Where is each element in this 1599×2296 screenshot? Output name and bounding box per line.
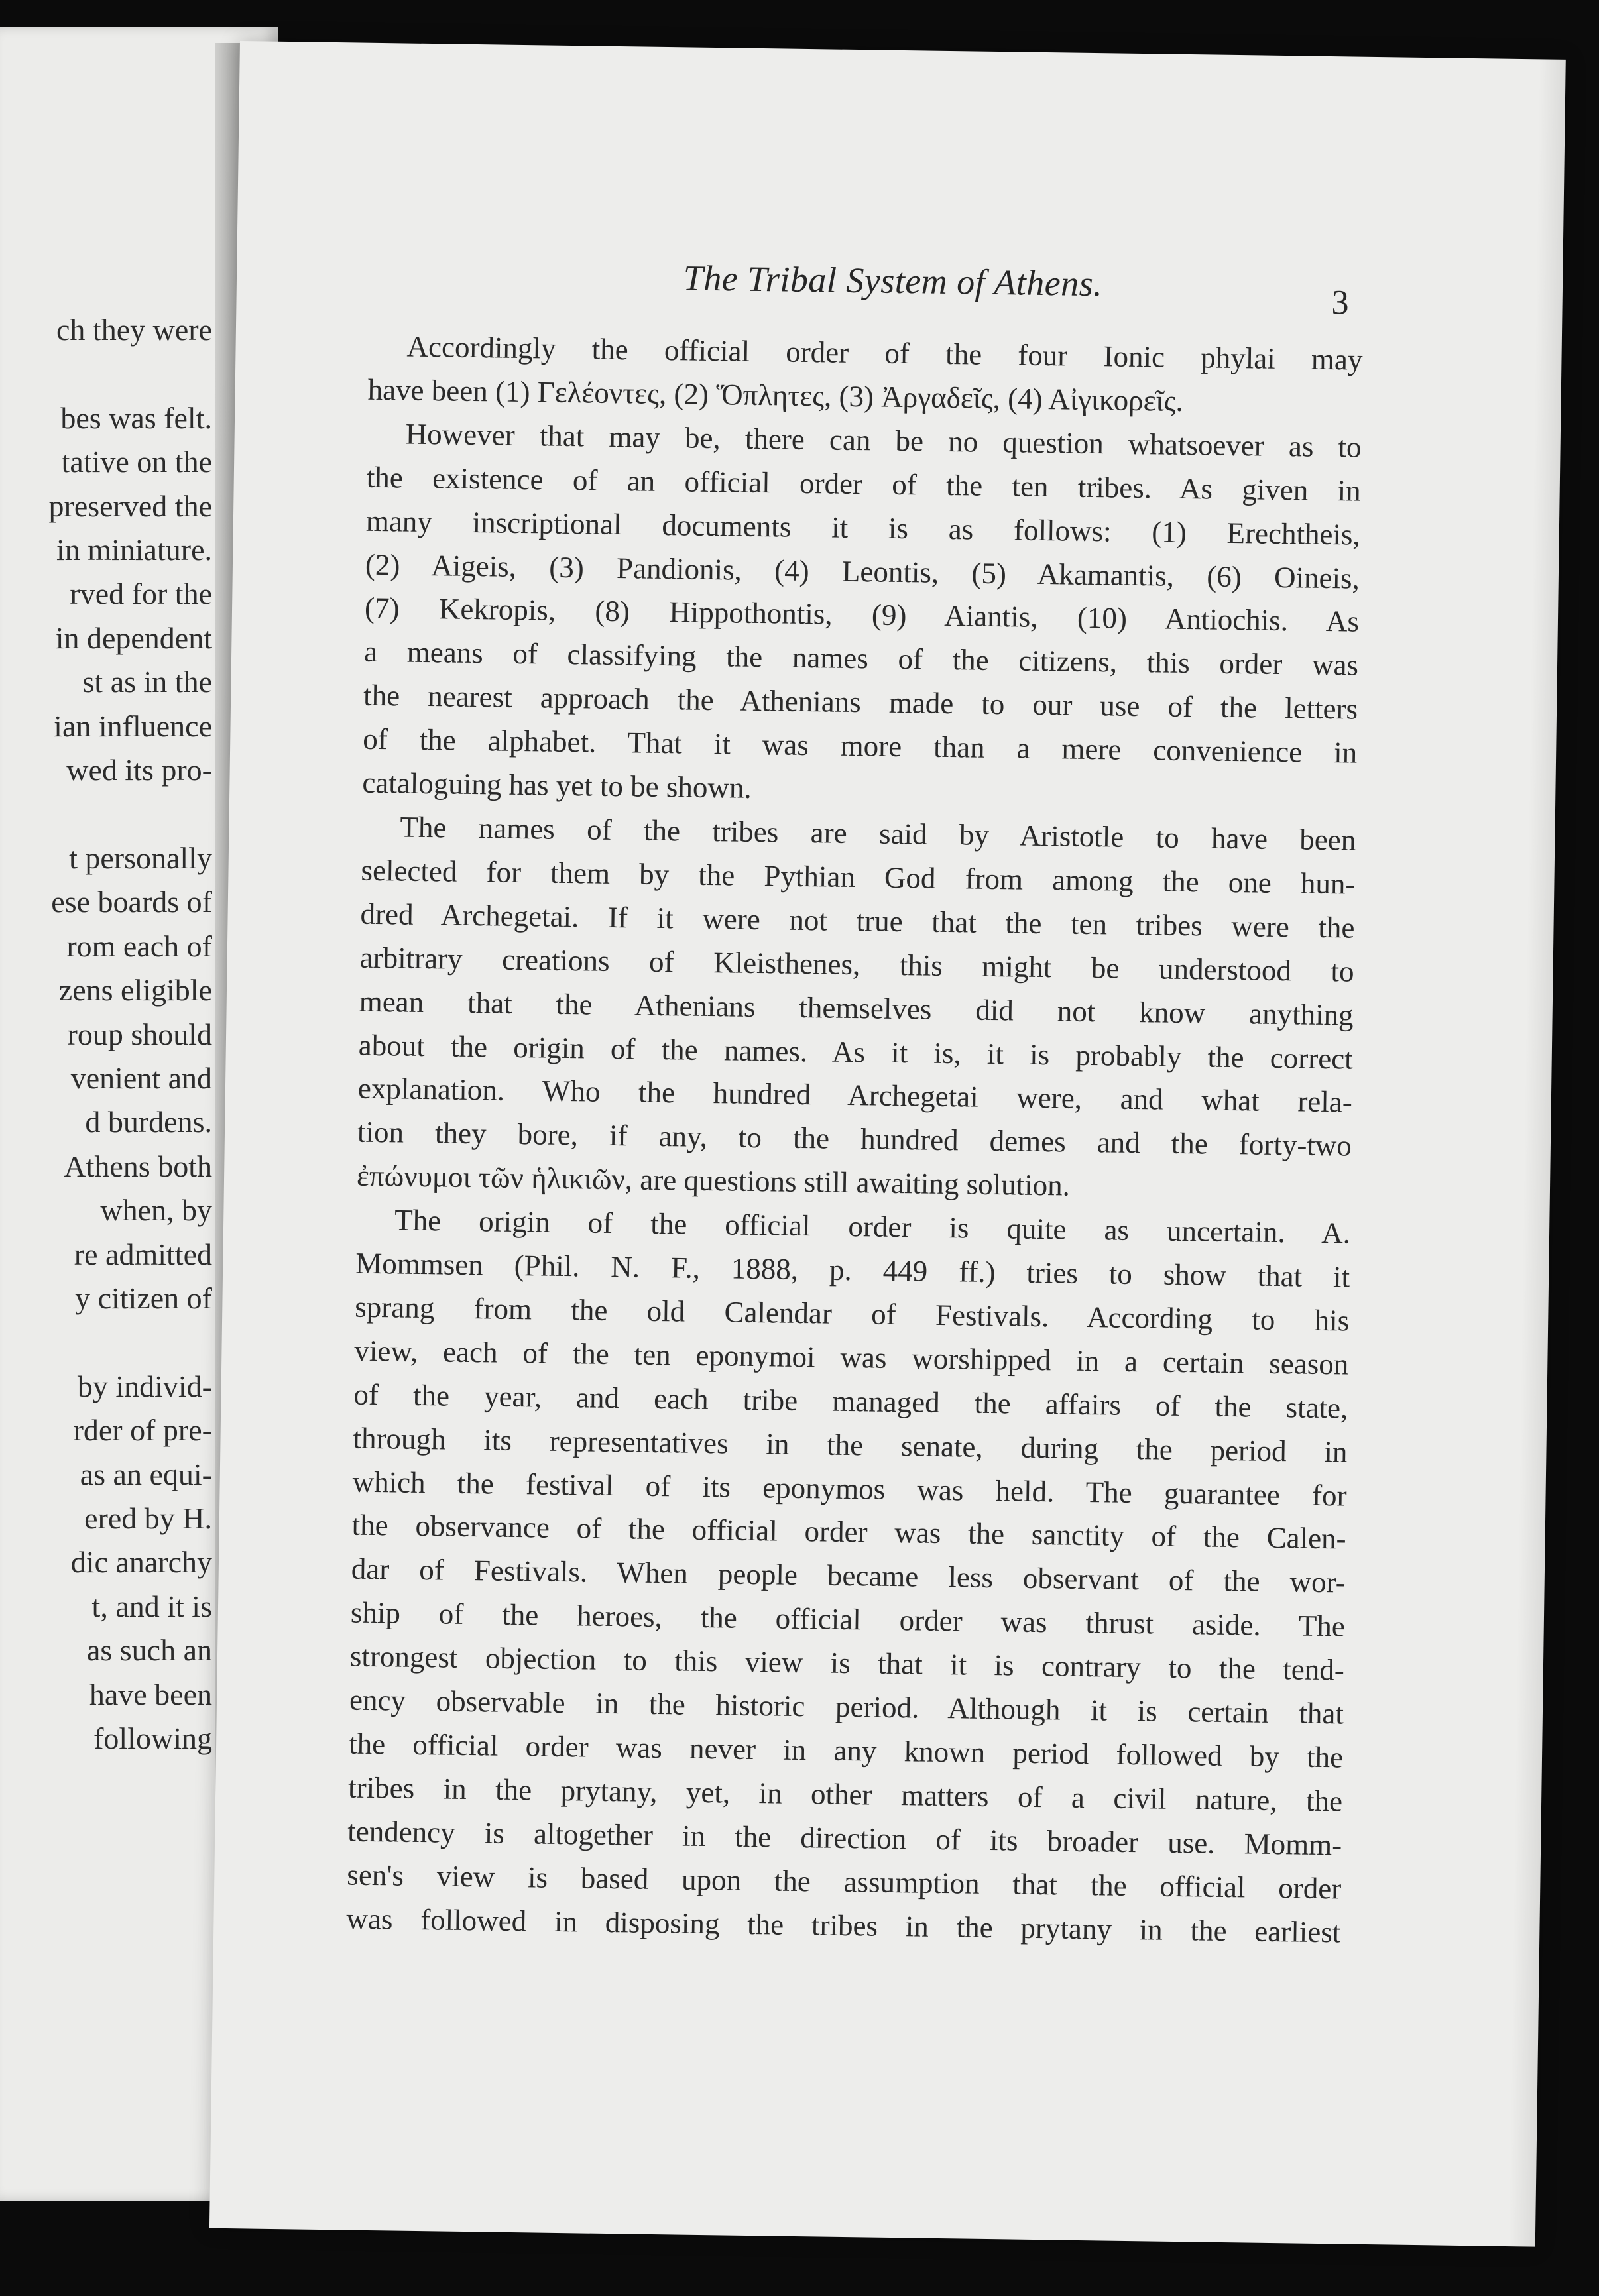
text-line: ship of the heroes, the official order was thrust aside. The [350,1595,1346,1643]
text-line: the existence of an official order of the ten tribes. As given in [366,460,1362,508]
text-line: tion they bore, if any, to the hundred demes and the forty-two [357,1115,1352,1163]
text-line: selected for them by the Pythian God from among the one hun- [361,853,1356,901]
left-page-line [0,352,212,396]
left-page-line: ch they were [56,313,212,347]
text-line: tribes in the prytany, yet, in other matters of a civil nature, the [347,1770,1343,1818]
left-page-line: ian influence [54,709,212,743]
left-page-line: ered by H. [84,1501,212,1535]
text-line: The origin of the official order is quite as uncertain. A. [394,1203,1351,1250]
text-line: of the year, and each tribe managed the affairs of the state, [353,1377,1348,1425]
left-page-line: following [93,1721,212,1755]
left-page-line [0,792,212,836]
page-number: 3 [1331,284,1350,322]
left-page-line: st as in the [82,665,212,699]
text-line: which the festival of its eponymos was held. The guarantee for [352,1465,1347,1513]
left-page-line: in dependent [55,620,212,655]
text-line: explanation. Who the hundred Archegetai were, and what rela- [357,1072,1353,1119]
left-page-line: tative on the [61,445,212,479]
left-page-line: venient and [70,1061,212,1095]
text-line: ency observable in the historic period. Although it is certain that [349,1683,1344,1731]
text-line: a means of classifying the names of the citizens, this order was [363,635,1359,682]
left-page-line: as such an [86,1633,212,1668]
left-page-line: have been [89,1677,212,1711]
right-page [209,41,1566,2247]
text-line: many inscriptional documents it is as follows: (1) Erechtheis, [365,504,1361,551]
text-line: cataloguing has yet to be shown. [362,766,752,805]
left-page-line: d burdens. [85,1105,212,1139]
left-page-line: t, and it is [91,1589,212,1623]
text-line: Accordingly the official order of the four Ionic phylai may [406,329,1363,376]
left-page-line: y citizen of [75,1281,212,1315]
left-page-line: as an equi- [80,1457,212,1491]
left-page-line: t personally [69,840,212,875]
text-line: the official order was never in any known period followed by the [348,1727,1344,1774]
text-line: strongest objection to this view is that it is contrary to the tend- [349,1639,1345,1687]
left-page-line: by individ- [77,1369,212,1403]
text-line: the observance of the official order was the sanctity of the Calen- [351,1509,1346,1556]
body-text [346,325,1363,1955]
running-head: The Tribal System of Athens. [683,258,1103,304]
left-page-line: rder of pre- [73,1413,212,1448]
left-page-line [0,1320,212,1364]
text-line: of the alphabet. That it was more than a mere convenience in [362,722,1358,770]
left-page-line: zens eligible [58,973,212,1007]
text-line: through its representatives in the senate, during the period in [353,1421,1348,1469]
left-page-line: ese boards of [51,885,212,919]
left-page-line: wed its pro- [66,753,212,787]
left-page-line: in miniature. [56,533,212,567]
left-page-line: roup should [67,1017,212,1051]
text-line: was followed in disposing the tribes in the prytany in the earliest [346,1902,1341,1949]
page-edge-shadow [1509,59,1566,2246]
left-page-line: bes was felt. [60,400,212,435]
text-line: have been (1) Γελέοντες, (2) Ὅπλητες, (3) Ἀργαδεῖς, (4) Αἰγικορεῖς. [367,373,1184,418]
left-page-line: rved for the [70,577,212,611]
text-line: sen's view is based upon the assumption that the official order [347,1858,1342,1906]
text-line: mean that the Athenians themselves did not know anything [359,984,1354,1032]
text-line: about the origin of the names. As it is, it is probably the correct [358,1028,1354,1076]
text-line: tendency is altogether in the direction of its broader use. Momm- [347,1814,1342,1862]
text-line: sprang from the old Calendar of Festivals. According to his [355,1290,1350,1338]
left-page-line: preserved the [48,488,212,523]
left-page-line: dic anarchy [70,1545,212,1579]
text-line: (7) Kekropis, (8) Hippothontis, (9) Aiantis, (10) Antiochis. As [364,591,1360,639]
left-page-line: when, by [100,1193,212,1228]
text-line: ἐπώνυμοι τῶν ἡλικιῶν, are questions still awaiting solution. [356,1159,1071,1202]
text-line: view, each of the ten eponymoi was worshipped in a certain season [354,1334,1349,1381]
left-page-line: Athens both [64,1149,212,1183]
left-page-line: rom each of [66,929,212,963]
text-line: (2) Aigeis, (3) Pandionis, (4) Leontis, (5) Akamantis, (6) Oineis, [365,547,1360,595]
left-page-text-column [0,308,212,1760]
text-line: arbitrary creations of Kleisthenes, this might be understood to [359,941,1354,988]
left-page-line: re admitted [74,1237,212,1271]
text-line: However that may be, there can be no question whatsoever as to [405,417,1362,464]
text-line: the nearest approach the Athenians made to our use of the letters [363,678,1358,726]
text-line: dar of Festivals. When people became less observant of the wor- [351,1552,1346,1599]
text-line: dred Archegetai. If it were not true that the ten tribes were the [360,897,1355,945]
text-line: The names of the tribes are said by Aristotle to have been [400,810,1356,857]
text-line: Mommsen (Phil. N. F., 1888, p. 449 ff.) tries to show that it [355,1246,1350,1294]
